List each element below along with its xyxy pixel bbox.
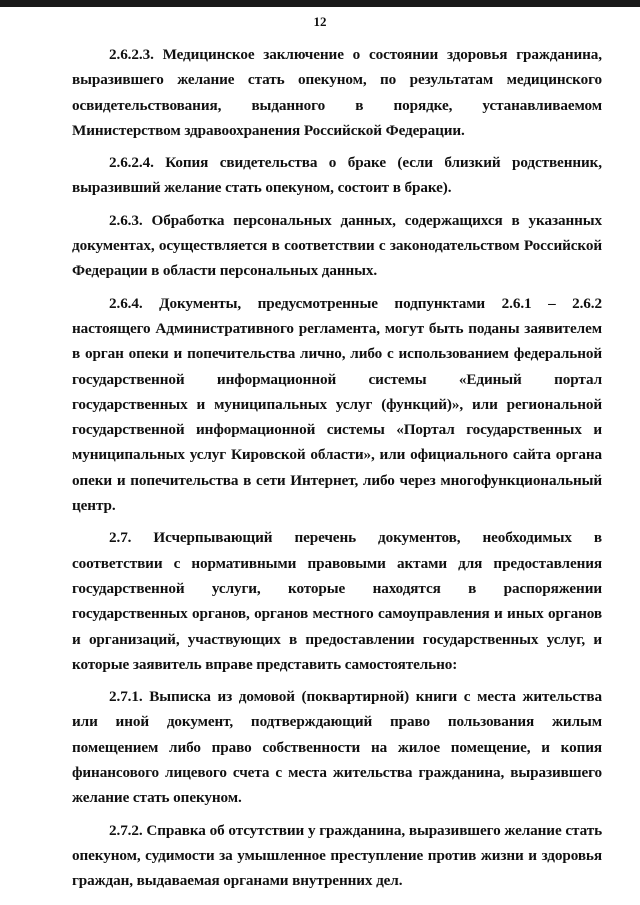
paragraph-2-7-2: 2.7.2. Справка об отсутствии у гражданина, выразившего желание стать опекуном, судимости за умышленное преступление против жизни и здоровья граждан, выдаваемая органами внутренних дел. <box>72 821 602 890</box>
paragraph-2-6-4: 2.6.4. Документы, предусмотренные подпунктами 2.6.1 – 2.6.2 настоящего Административного регламента, могут быть поданы заявителем в орган опеки и попечительства лично, либо с использованием федеральной государственной информационной системы «Единый портал государственных и муниципальных услуг (функций)», или региональной государственной информационной системы «Портал государственных и муниципальных услуг Кировской области», или официального сайта органа опеки и попечительства в сети Интернет, либо через многофункциональный центр. <box>72 294 602 515</box>
page-number: 12 <box>313 14 327 29</box>
paragraph-2-7: 2.7. Исчерпывающий перечень документов, необходимых в соответствии с нормативными правовыми актами для предоставления государственной услуги, которые находятся в распоряжении государственных органов, органов местного самоуправления и иных органов и организаций, участвующих в предоставлении государственных услуг, и которые заявитель вправе представить самостоятельно: <box>72 529 602 673</box>
paragraph-2-6-2-4: 2.6.2.4. Копия свидетельства о браке (если близкий родственник, выразивший желание стать опекуном, состоит в браке). <box>72 154 602 197</box>
paragraph-2-6-3: 2.6.3. Обработка персональных данных, содержащихся в указанных документах, осуществляется в соответствии с законодательством Российской Федерации в области персональных данных. <box>72 211 602 280</box>
paragraph-2-7-1: 2.7.1. Выписка из домовой (поквартирной) книги с места жительства или иной документ, подтверждающий право пользования жилым помещением либо право собственности на жилое помещение, и копия финансового лицевого счета с места жительства гражданина, выразившего желание стать опекуном. <box>72 688 602 807</box>
paragraph-2-6-2-3: 2.6.2.3. Медицинское заключение о состоянии здоровья гражданина, выразившего желание стать опекуном, по результатам медицинского освидетельствования, выданного в порядке, устанавливаемом Министерством здравоохранения Российской Федерации. <box>72 46 602 139</box>
document-body <box>72 42 602 901</box>
top-border-rule <box>0 0 640 7</box>
